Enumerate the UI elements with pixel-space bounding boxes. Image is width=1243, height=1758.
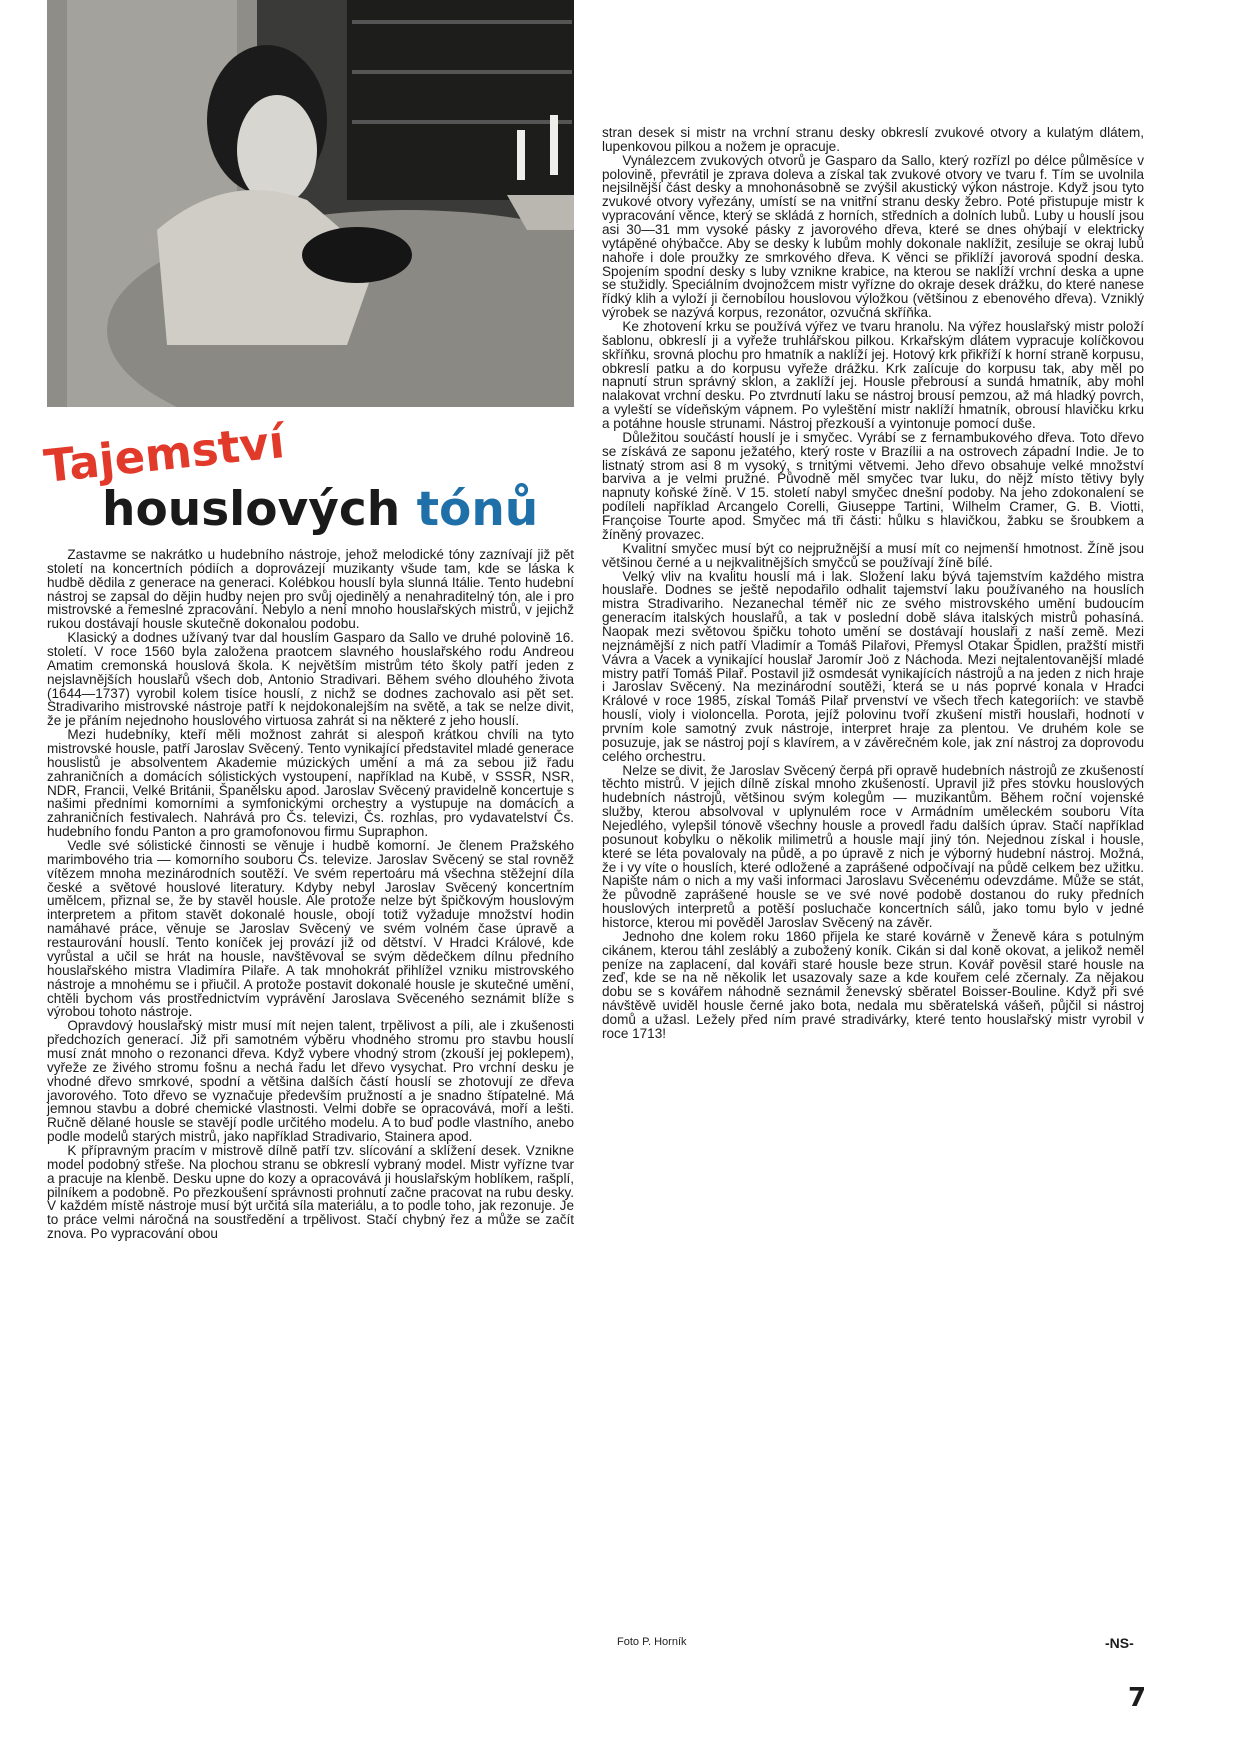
paragraph: K přípravným pracím v mistrově dílně patří tzv. slícování a sklížení desek. Vznikne model podobný střeše. Na plochou stranu se obkreslí vybraný model. Mistr vyřízne tvar a pracuje na klenbě. Desku upne do kozy a opracovává ji houslařským hoblíkem, rašplí, pilníkem a podobně. Po přezkoušení správnosti prohnutí začne pracovat na rubu desky. V každém místě nástroje musí být určitá síla materiálu, a to podle toho, jak rezonuje. Je to práce velmi náročná na soustředění a trpělivost. Stačí chybný řez a může se začít znova. Po vypracování obou xyxy=(47,1142,574,1242)
title-word-3: tónů xyxy=(416,482,539,537)
paragraph: Vedle své sólistické činnosti se věnuje i hudbě komorní. Je členem Pražského marimbového tria — komorního souboru Čs. televize. Jaroslav Svěcený se stal rovněž vítězem mnoha mezinárodních soutěží. Ve svém repertoáru má všechna stěžejní díla české a světové houslové literatury. Kdyby nebyl Jaroslav Svěcený koncertním umělcem, přiznal se, že by stavěl housle. Ale protože nelze být špičkovým houslovým interpretem a přitom stavět dokonalé housle, obojí totiž vyžaduje množství hodin namáhavé práce, věnuje se Jaroslav Svěcený ve svém volném čase úpravě a restaurování houslí. Tento koníček jej provází již od dětství. V Hradci Králové, kde vyrůstal a učil se hrát na housle, navštěvoval se svým dědečkem dílnu předního houslařského mistra Vladimíra Pilaře. A tak mnohokrát přihlížel vzniku mistrovského nástroje a mnohému se i přiučil. A protože postavit dokonalé housle je skutečné umění, chtěli bychom vás prostřednictvím vyprávění Jaroslava Svěceného seznámit blíže s výrobou tohoto nástroje. xyxy=(47,838,574,1020)
author-signature: -NS- xyxy=(1105,1635,1134,1651)
paragraph: Nelze se divit, že Jaroslav Svěcený čerpá při opravě hudebních nástrojů ze zkušeností těchto mistrů. V jejich dílně získal mnoho zkušeností. Upravil již přes stovku houslových hudebních nástrojů, většinou svým kolegům — muzikantům. Během roční vojenské služby, kterou absolvoval v uplynulém roce v Armádním uměleckém souboru Víta Nejedlého, vylepšil tónově všechny housle a provedl řadu dalších úprav. Stačí například posunout kobylku o několik milimetrů a housle mají jiný tón. Nejednou získal i housle, které se léta povalovaly na půdě, a po úpravě z nich je výborný hudební nástroj. Možná, že i vy víte o houslích, které odložené a zaprášené odpočívají na půdě celkem bez užitku. Napište nám o nich a my vaši informaci Jaroslavu Svěcenému odevzdáme. Může se stát, že původně zaprášené housle se ve své nové podobě dostanou do ruky předních houslových interpretů a potěší posluchače koncertních sálů, jako tomu bylo v jedné historce, kterou mi pověděl Jaroslav Svěcený na závěr. xyxy=(602,762,1144,930)
violin-maker-photo xyxy=(47,0,574,407)
title-line-2 xyxy=(102,482,538,537)
title-word-1: Tajemství xyxy=(41,415,287,493)
paragraph: Jednoho dne kolem roku 1860 přijela ke staré kovárně v Ženevě kára s potulným cikánem, kterou táhl zesláblý a zubožený koník. Cikán si dal koně okovat, a jelikož neměl peníze na zaplacení, dal kováři staré housle beze strun. Kovář pověsil staré housle na zeď, kde se na ně několik let usazovaly saze a kde kouřem celé zčernaly. Za nějakou dobu se s kovářem náhodně seznámil ženevský sběratel Boisser-Bouline. Když při své návštěvě uviděl housle černé jako bota, nedala mu sběratelská vášeň, půjčil si nástroj domů a užasl. Ležely před ním pravé stradivárky, které tento houslařský mistr vyrobil v roce 1713! xyxy=(602,928,1144,1041)
paragraph: Klasický a dodnes užívaný tvar dal houslím Gasparo da Sallo ve druhé polovině 16. století. V roce 1560 byla založena praotcem slavného houslařského rodu Andreou Amatim cremonská houslová škola. K největším mistrům této školy patří jeden z nejslavnějších houslařů všech dob, Antonio Stradivari. Během svého dlouhého života (1644—1737) vyrobil kolem tisíce houslí, z nichž se dodnes zachovalo asi pět set. Stradivariho mistrovské nástroje patří k nejdokonalejším na světě, a tak se nelze divit, že je přáním nejednoho houslového virtuosa zahrát si na některé z jeho houslí. xyxy=(47,630,574,729)
paragraph: Důležitou součástí houslí je i smyčec. Vyrábí se z fernambukového dřeva. Toto dřevo se získává ze saponu ježatého, který roste v Brazílii a na ostrovech západní Indie. Je to listnatý strom asi 8 m vysoký, s trnitými větvemi. Jeho dřevo obsahuje velké množství barviva a je velmi pružné. Původně měl smyčec tvar luku, do nějž místo tětivy byly napnuty koňské žíně. V 15. století nabyl smyčec dnešní podoby. Na jeho zdokonalení se podíleli například Arcangelo Corelli, Giuseppe Tartini, Wilhelm Cramer, G. B. Viotti, Françoise Tourte apod. Smyčec má tři části: hůlku s hlavičkou, žabku se šroubkem a žíněný provazec. xyxy=(602,429,1144,542)
paragraph: Vynálezcem zvukových otvorů je Gasparo da Sallo, který rozřízl po délce půlměsíce v polovině, převrátil je zprava doleva a získal tak zvukové otvory ve tvaru f. Tím se uvolnila nejsilnější část desky a mnohonásobně se zvýšil akustický výkon nástroje. Když jsou tyto zvukové otvory vyřezány, umístí se na vnitřní stranu desky žebro. Poté přistupuje mistr k vypracování věnce, který se skládá z horních, středních a dolních lubů. Luby u houslí jsou asi 30—31 mm vysoké pásky z javorového dřeva, které se dnes ohýbají v elektricky vytápěné ohýbačce. Aby se desky k lubům mohly dokonale naklížit, zesiluje se okraj lubů nahoře i dole proužky ze smrkového dřeva. K věnci se přiklíží javorová spodní deska. Spojením spodní desky s luby vznikne krabice, na kterou se naklíží vrchní deska a upne se stužidly. Speciálním dvojnožcem mistr vyřízne do okraje desek drážku, do které nanese řídký klih a vyloží ji černobílou houslovou výložkou (většinou z ebenového dřeva). Vzniklý výrobek se nazývá korpus, rezonátor, ozvučná skříňka. xyxy=(602,152,1144,321)
paragraph: Velký vliv na kvalitu houslí má i lak. Složení laku bývá tajemstvím každého mistra houslaře. Dodnes se ještě nepodařilo odhalit tajemství laku používaného na houslích mistra Stradivariho. Nezanechal téměř nic ze svého mistrovského umění budoucím generacím italských houslařů, a tak v poslední době sláva italských mistrů pohasíná. Naopak mezi světovou špičku tohoto umění se dostávají houslaři z naší země. Mezi nejznámější z nich patří Vladimír a Tomáš Pilařovi, Přemysl Otakar Špidlen, pražští mistři Vávra a Vacek a vynikající houslař Jaromír Joö z Náchoda. Mezi nejtalentovanější mladé mistry patří Tomáš Pilař. Postavil již osmdesát vynikajících nástrojů a na jeden z nich hraje i Jaroslav Svěcený. Na mezinárodní soutěži, která se u nás poprvé konala v Hradci Králové v roce 1985, získal Tomáš Pilař prvenství ve všech třech kategoriích: ve stavbě houslí, violy i violoncella. Porota, jejíž polovinu tvoří zkušení mistři houslaři, hodnotí v prvním kole samotný zvuk nástroje, interpret hraje za plentou. Ve druhém kole se posuzuje, jak se nástroj pojí s klavírem, a v závěrečném kole, jak zní nástroj za doprovodu celého orchestru. xyxy=(602,568,1144,764)
article-title xyxy=(41,415,587,540)
page-number: 7 xyxy=(1128,1683,1147,1713)
photo-credit: Foto P. Horník xyxy=(617,1636,687,1648)
paragraph: Mezi hudebníky, kteří měli možnost zahrát si alespoň krátkou chvíli na tyto mistrovské housle, patří Jaroslav Svěcený. Tento vynikající představitel mladé generace houslistů je absolventem Akademie múzických umění a má za sebou již řadu zahraničních a domácích sólistických vystoupení, například na Kubě, v SSSR, NSR, NDR, Francii, Velké Británii, Španělsku apod. Jaroslav Svěcený pravidelně koncertuje s našimi předními komorními a symfonickými orchestry a vystupuje na domácích a zahraničních festivalech. Nahrává pro Čs. televizi, Čs. rozhlas, pro vydavatelství Čs. hudebního fondu Panton a pro gramofonovou firmu Supraphon. xyxy=(47,727,574,840)
paragraph: stran desek si mistr na vrchní stranu desky obkreslí zvukové otvory a kulatým dlátem, lupenkovou pilkou a nožem je opracuje. xyxy=(602,125,1144,154)
paragraph: Ke zhotovení krku se používá výřez ve tvaru hranolu. Na výřez houslařský mistr položí šablonu, obkreslí ji a vyřeže truhlářskou pilkou. Krkařským dlátem vypracuje kolíčkovou skříňku, srovná plochu pro hmatník a naklíží jej. Hotový krk přikříží k horní straně korpusu, obkreslí patku a do korpusu vyřeže drážku. Krk zalícuje do korpusu tak, aby měl po napnutí strun správný sklon, a zaklíží jej. Housle přebrousí a sundá hmatník, aby mohl nalakovat vrchní desku. Po ztvrdnutí laku se nástroj brousí pemzou, až má hladký povrch, a vyleští se vídeňským vápnem. Po vyleštění mistr naklíží hmatník, obrousí hlavičku krku a potáhne housle strunami. Nástroj přezkouší a vyintonuje pomocí duše. xyxy=(602,319,1144,432)
left-text-column xyxy=(47,548,574,1241)
paragraph: Zastavme se nakrátko u hudebního nástroje, jehož melodické tóny zaznívají již pět století na koncertních pódiích a doprovázejí muzikanty všude tam, kde se láska k hudbě dědila z generace na generaci. Kolébkou houslí byla slunná Itálie. Tento hudební nástroj se zapsal do dějin hudby nejen pro svůj ojedinělý a nenahraditelný tón, ale i pro mistrovské a řemeslné zpracování. Nebylo a není mnoho houslařských mistrů, v jejichž rukou dostávají housle skutečně dokonalou podobu. xyxy=(47,547,574,632)
title-word-2: houslových xyxy=(102,482,401,537)
right-text-column xyxy=(602,126,1144,1041)
paragraph: Kvalitní smyčec musí být co nejpružnější a musí mít co nejmenší hmotnost. Žíně jsou většinou černé a u nejkvalitnějších smyčců se používají žíně bílé. xyxy=(602,540,1144,570)
paragraph: Opravdový houslařský mistr musí mít nejen talent, trpělivost a píli, ale i zkušenosti předchozích generací. Již při samotném výběru vhodného stromu pro stavbu houslí musí znát mnoho o rezonanci dřeva. Když vybere vhodný strom (zkouší jej poklepem), vyřeže ze živého stromu fošnu a nechá řadu let dřevo vysychat. Pro vrchní desku je vhodné dřevo smrkové, spodní a většina dalších částí houslí se zhotovují ze dřeva javorového. Toto dřevo se vyznačuje především pružností a je snadno štípatelné. Má jemnou stavbu a dobré chemické vlastnosti. Velmi dobře se opracovává, moří a lešti. Ručně dělané housle se stavějí podle určitého modelu. A to buď podle vlastního, anebo podle modelů starých mistrů, jako například Stradivario, Stainera apod. xyxy=(47,1018,574,1145)
